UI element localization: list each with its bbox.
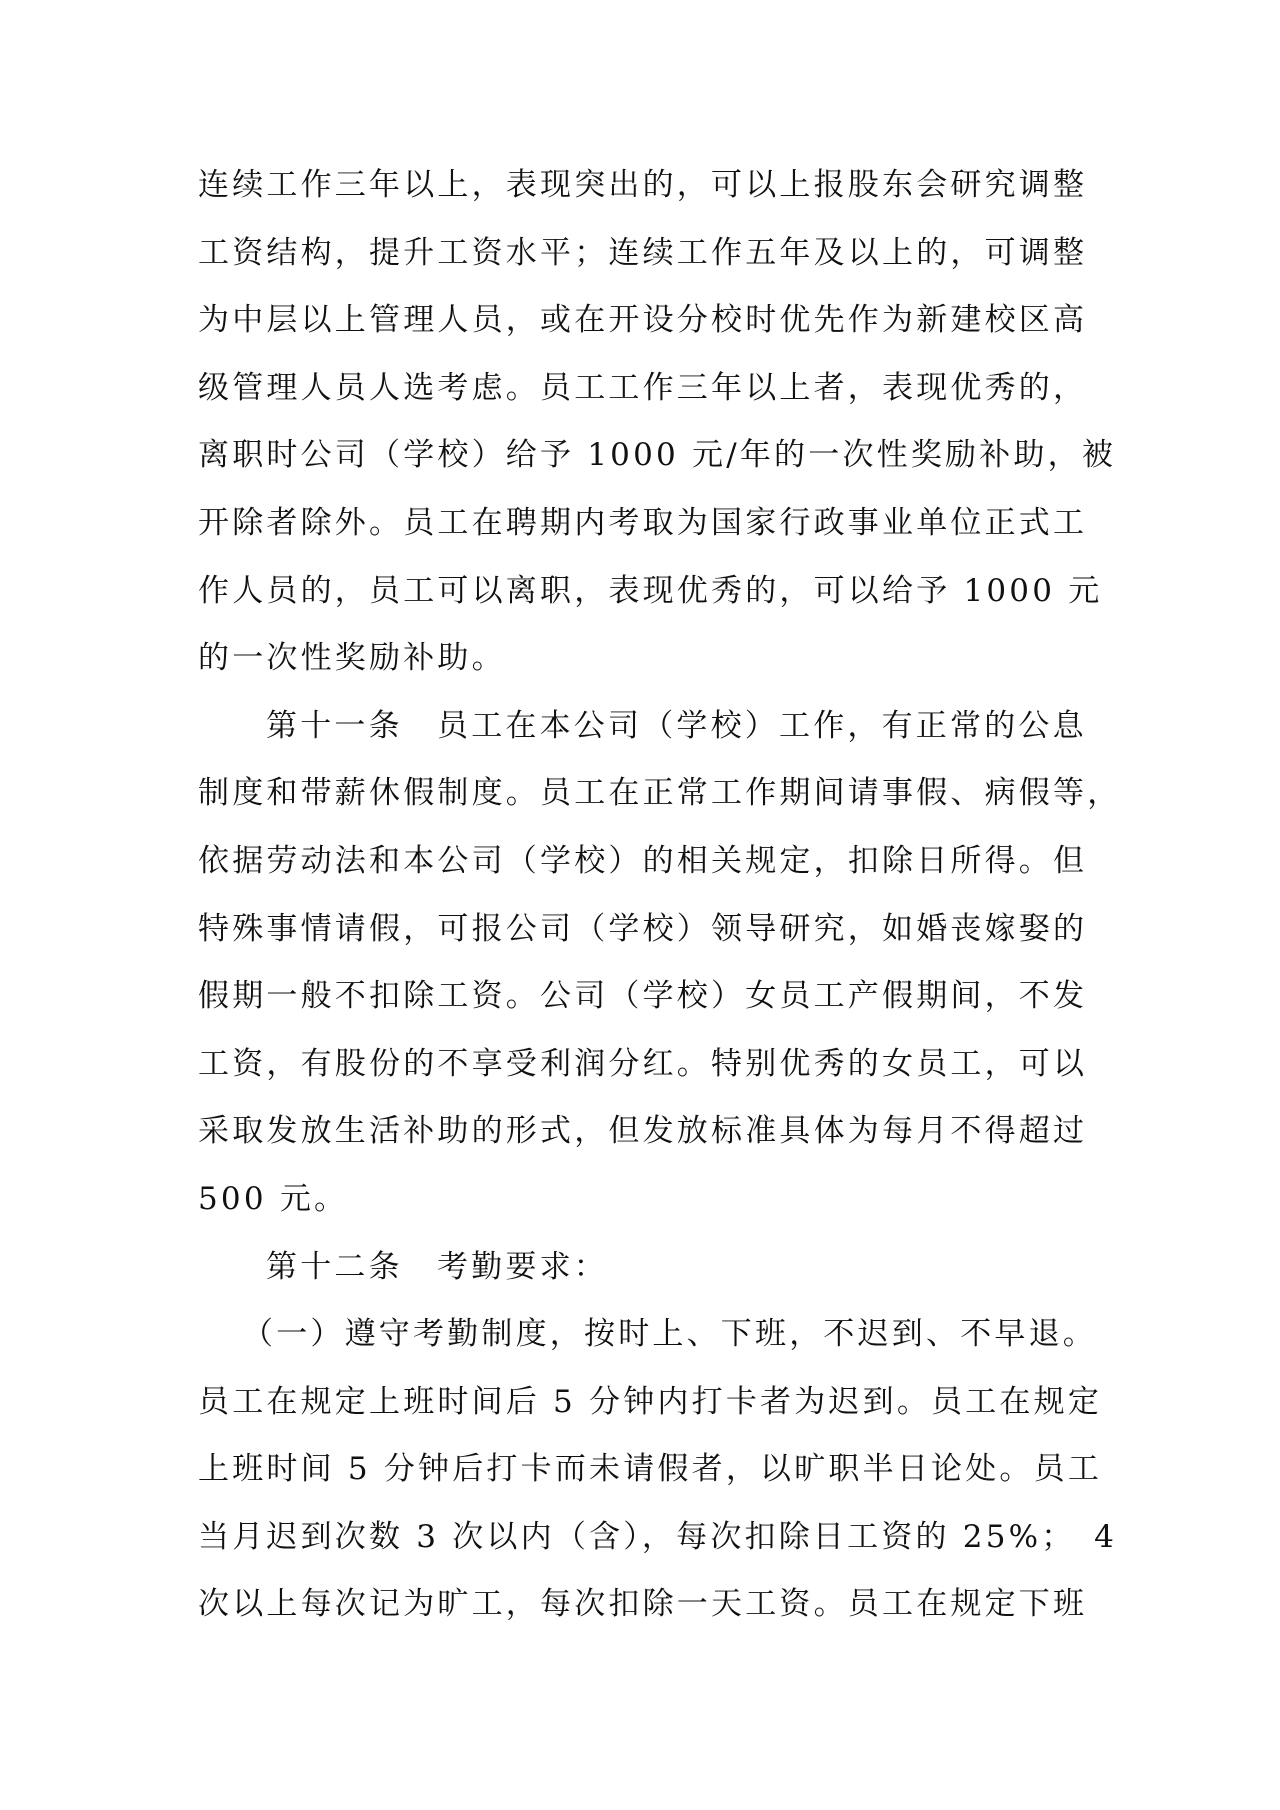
text-line: 500 元。 xyxy=(198,1180,349,1217)
text-line: 开除者除外。员工在聘期内考取为国家行政事业单位正式工 xyxy=(198,504,1088,541)
text-line: 依据劳动法和本公司（学校）的相关规定，扣除日所得。但 xyxy=(198,842,1088,879)
text-line: 级管理人员人选考虑。员工工作三年以上者，表现优秀的， xyxy=(198,369,1088,406)
text-line: 上班时间 5 分钟后打卡而未请假者，以旷职半日论处。员工 xyxy=(198,1451,1103,1488)
text-line: 离职时公司（学校）给予 1000 元/年的一次性奖励补助，被 xyxy=(198,437,1117,474)
text-line: 工资结构，提升工资水平；连续工作五年及以上的，可调整 xyxy=(198,234,1088,271)
text-line: 为中层以上管理人员，或在开设分校时优先作为新建校区高 xyxy=(198,302,1088,339)
article-11-heading-line: 第十一条 员工在本公司（学校）工作，有正常的公息 xyxy=(266,707,1087,744)
text-line: 连续工作三年以上，表现突出的，可以上报股东会研究调整 xyxy=(198,167,1088,203)
text-line: 员工在规定上班时间后 5 分钟内打卡者为迟到。员工在规定 xyxy=(198,1383,1103,1420)
text-line: 采取发放生活补助的形式，但发放标准具体为每月不得超过 xyxy=(198,1113,1088,1150)
text-line: 特殊事情请假，可报公司（学校）领导研究，如婚丧嫁娶的 xyxy=(198,910,1088,947)
document-body xyxy=(198,152,1122,1639)
text-line: 制度和带薪休假制度。员工在正常工作期间请事假、病假等， xyxy=(198,775,1122,812)
text-line: 次以上每次记为旷工，每次扣除一天工资。员工在规定下班 xyxy=(198,1586,1088,1623)
text-line: 工资，有股份的不享受利润分红。特别优秀的女员工，可以 xyxy=(198,1045,1088,1082)
text-line: 假期一般不扣除工资。公司（学校）女员工产假期间，不发 xyxy=(198,978,1088,1015)
text-line: 当月迟到次数 3 次以内（含），每次扣除日工资的 25%； 4 xyxy=(198,1518,1118,1555)
article-12-heading-line: 第十二条 考勤要求： xyxy=(266,1248,608,1285)
text-line: 作人员的，员工可以离职，表现优秀的，可以给予 1000 元 xyxy=(198,572,1103,609)
text-line: 的一次性奖励补助。 xyxy=(198,640,506,677)
clause-1-heading-line: （一）遵守考勤制度，按时上、下班，不迟到、不早退。 xyxy=(242,1316,1097,1353)
